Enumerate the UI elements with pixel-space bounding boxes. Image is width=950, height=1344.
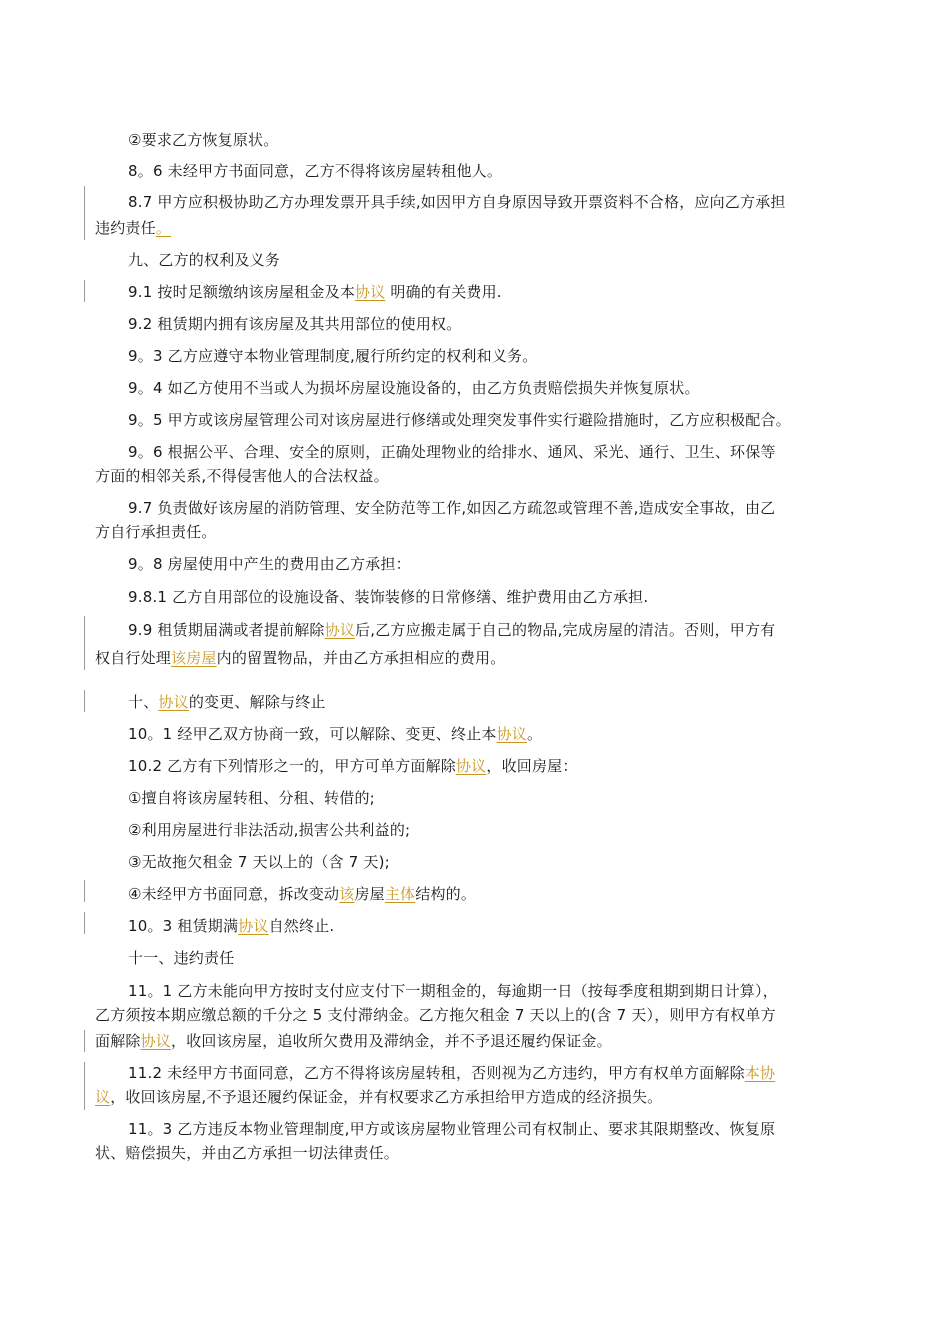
section-heading: 九、乙方的权利及义务 (128, 251, 281, 269)
tracked-change: 协议 (355, 283, 386, 301)
text-line: 议，收回该房屋,不予退还履约保证金，并有权要求乙方承担给甲方造成的经济损失。 (95, 1088, 663, 1106)
text-line: 9。4 如乙方使用不当或人为损坏房屋设施设备的，由乙方负责赔偿损失并恢复原状。 (128, 379, 700, 397)
text-line: 乙方须按本期应缴总额的千分之 5 支付滞纳金。乙方拖欠租金 7 天以上的(含 7 天），则甲方有权单方 (95, 1006, 776, 1024)
tracked-change: 本协 (744, 1064, 776, 1082)
text-line: 方面的相邻关系,不得侵害他人的合法权益。 (95, 467, 389, 485)
text-line: 9。5 甲方或该房屋管理公司对该房屋进行修缮或处理突发事件实行避险措施时，乙方应积极配合。 (128, 411, 791, 429)
revision-bar (84, 280, 85, 302)
text-line: 违约责任。 (95, 219, 172, 237)
revision-bar (84, 912, 85, 934)
tracked-change: 。 (155, 219, 172, 237)
revision-bar (84, 1030, 85, 1052)
text-line: 9。6 根据公平、合理、安全的原则，正确处理物业的给排水、通风、采光、通行、卫生、环保等 (128, 443, 776, 461)
tracked-change: 主体 (384, 885, 416, 903)
text-line: 8。6 未经甲方书面同意，乙方不得将该房屋转租他人。 (128, 162, 503, 180)
tracked-change: 议 (95, 1088, 111, 1106)
text-line: 11.2 未经甲方书面同意，乙方不得将该房屋转租，否则视为乙方违约，甲方有权单方面解除本协 (128, 1064, 776, 1082)
tracked-change: 该 (339, 885, 355, 903)
list-item: ②利用房屋进行非法活动,损害公共利益的; (128, 821, 411, 839)
revision-bar (84, 1062, 85, 1110)
revision-bar (84, 186, 85, 240)
text-line: 方自行承担责任。 (95, 523, 217, 541)
text-line: 9.2 租赁期内拥有该房屋及其共用部位的使用权。 (128, 315, 462, 333)
list-item: ①擅自将该房屋转租、分租、转借的; (128, 789, 375, 807)
text-line: 9.7 负责做好该房屋的消防管理、安全防范等工作,如因乙方疏忽或管理不善,造成安全事故，由乙 (128, 499, 776, 517)
tracked-change: 协议 (496, 725, 528, 743)
tracked-change: 协议 (158, 693, 189, 711)
tracked-change: 协议 (455, 757, 487, 775)
text-line: ②要求乙方恢复原状。 (128, 131, 279, 149)
text-line: 面解除协议，收回该房屋，追收所欠费用及滞纳金，并不予退还履约保证金。 (95, 1032, 612, 1050)
tracked-change: 协议 (238, 917, 269, 935)
tracked-change: 该房屋 (171, 649, 217, 667)
revision-bar (84, 880, 85, 902)
text-line: 9。8 房屋使用中产生的费用由乙方承担： (128, 555, 411, 573)
text-line: 权自行处理该房屋内的留置物品，并由乙方承担相应的费用。 (95, 649, 506, 667)
list-item: ③无故拖欠租金 7 天以上的（含 7 天); (128, 853, 390, 871)
section-heading: 十、协议的变更、解除与终止 (128, 693, 326, 711)
revision-bar (84, 690, 85, 712)
text-line: 11。3 乙方违反本物业管理制度,甲方或该房屋物业管理公司有权制止、要求其限期整改、恢复原 (128, 1120, 776, 1138)
tracked-change: 协议 (324, 621, 356, 639)
text-line: 9.8.1 乙方自用部位的设施设备、装饰装修的日常修缮、维护费用由乙方承担. (128, 588, 649, 606)
text-line: 10。1 经甲乙双方协商一致，可以解除、变更、终止本协议。 (128, 725, 543, 743)
text-line: 9.1 按时足额缴纳该房屋租金及本协议 明确的有关费用. (128, 283, 502, 301)
text-line: 8.7 甲方应积极协助乙方办理发票开具手续,如因甲方自身原因导致开票资料不合格，应向乙方承担 (128, 193, 786, 211)
text-line: 11。1 乙方未能向甲方按时支付应支付下一期租金的，每逾期一日（按每季度租期到期日计算）， (128, 982, 778, 1000)
tracked-change: 协议 (140, 1032, 172, 1050)
text-line: 9。3 乙方应遵守本物业管理制度,履行所约定的权利和义务。 (128, 347, 538, 365)
section-heading: 十一、违约责任 (128, 949, 235, 967)
list-item: ④未经甲方书面同意，拆改变动该房屋主体结构的。 (128, 885, 477, 903)
text-line: 9.9 租赁期届满或者提前解除协议后,乙方应搬走属于自己的物品,完成房屋的清洁。否则，甲方有 (128, 621, 776, 639)
text-line: 状、赔偿损失，并由乙方承担一切法律责任。 (95, 1144, 400, 1162)
text-line: 10.2 乙方有下列情形之一的，甲方可单方面解除协议，收回房屋： (128, 757, 578, 775)
revision-bar (84, 616, 85, 670)
text-line: 10。3 租赁期满协议自然终止. (128, 917, 335, 935)
